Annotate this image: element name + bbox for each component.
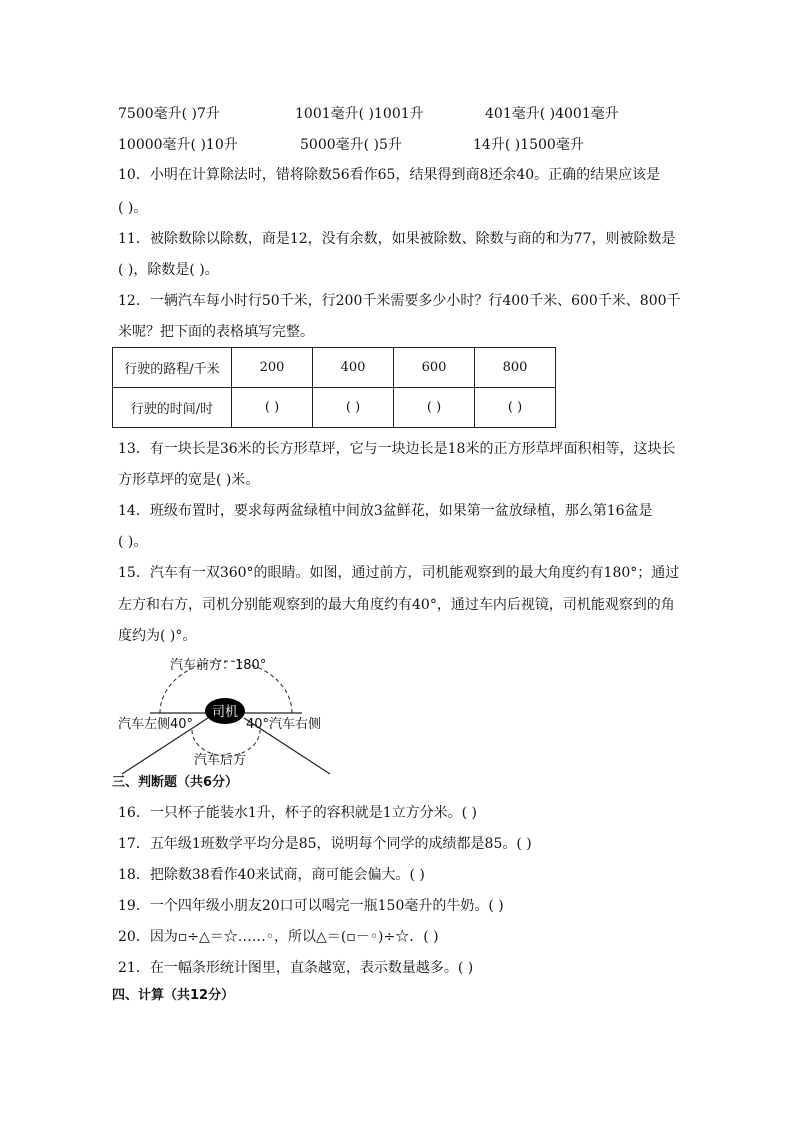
judgment-21: 21．在一幅条形统计图里，直条越宽，表示数量越多。( ) — [118, 960, 474, 976]
question-12-text: 12．一辆汽车每小时行50千米，行200千米需要多少小时？行400千米、600千米、800千 — [118, 293, 681, 309]
question-13-text: 13．有一块长是36米的长方形草坪，它与一块边长是18米的正方形草坪面积相等，这块长 — [118, 441, 676, 457]
front-label: 汽车前方：180° — [170, 658, 267, 673]
answer-blank[interactable]: ( ) — [232, 388, 313, 428]
question-14-answer: ( )。 — [118, 534, 148, 550]
conversion-item: 14升( )1500毫升 — [473, 137, 584, 153]
section-3-heading: 三、判断题（共6分） — [112, 775, 239, 790]
table-header-time: 行驶的时间/时 — [113, 388, 232, 428]
question-15-text: 15．汽车有一双360°的眼睛。如图，通过前方，司机能观察到的最大角度约有180°；通过 — [118, 565, 680, 581]
conversion-item: 5000毫升( )5升 — [300, 137, 402, 153]
section-4-heading: 四、计算（共12分） — [112, 988, 235, 1003]
table-header-distance: 行驶的路程/千米 — [113, 348, 232, 388]
question-13-text-2: 方形草坪的宽是( )米。 — [118, 472, 260, 488]
judgment-18: 18．把除数38看作40来试商，商可能会偏大。( ) — [118, 867, 425, 883]
judgment-20: 20．因为▫÷△＝☆……◦，所以△＝(▫－◦)÷☆．( ) — [118, 929, 439, 945]
judgment-17: 17．五年级1班数学平均分是85，说明每个同学的成绩都是85。( ) — [118, 836, 532, 852]
question-14-text: 14．班级布置时，要求每两盆绿植中间放3盆鲜花，如果第一盆放绿植，那么第16盆是 — [118, 503, 653, 519]
conversion-item: 1001毫升( )1001升 — [295, 106, 424, 122]
question-11-answer: ( )，除数是( )。 — [118, 262, 219, 278]
table-cell: 400 — [313, 348, 394, 388]
table-row — [113, 388, 556, 428]
judgment-16: 16．一只杯子能装水1升，杯子的容积就是1立方分米。( ) — [118, 805, 478, 821]
view-angle-diagram — [112, 650, 352, 775]
distance-time-table — [112, 347, 556, 428]
question-15-text-2: 左方和右方，司机分别能观察到的最大角度约有40°，通过车内后视镜，司机能观察到的角 — [118, 597, 675, 613]
judgment-19: 19．一个四年级小朋友20口可以喝完一瓶150毫升的牛奶。( ) — [118, 898, 504, 914]
answer-blank[interactable]: ( ) — [475, 388, 556, 428]
back-label: 汽车后方 — [194, 753, 247, 768]
conversion-item: 7500毫升( )7升 — [118, 106, 220, 122]
driver-label: 司机 — [211, 705, 239, 720]
question-12-text-2: 米呢？把下面的表格填写完整。 — [118, 324, 314, 340]
question-15-text-3: 度约为( )°。 — [118, 628, 197, 644]
left-label: 汽车左侧40° — [118, 717, 194, 732]
table-row — [113, 348, 556, 388]
question-11-text: 11．被除数除以除数，商是12，没有余数，如果被除数、除数与商的和为77，则被除数是 — [118, 231, 676, 247]
table-cell: 200 — [232, 348, 313, 388]
question-10-text: 10．小明在计算除法时，错将除数56看作65，结果得到商8还余40。正确的结果应该是 — [118, 167, 661, 183]
table-cell: 600 — [394, 348, 475, 388]
right-label: 40°汽车右侧 — [246, 717, 322, 732]
table-cell: 800 — [475, 348, 556, 388]
conversion-item: 10000毫升( )10升 — [118, 137, 238, 153]
answer-blank[interactable]: ( ) — [394, 388, 475, 428]
answer-blank[interactable]: ( ) — [313, 388, 394, 428]
conversion-item: 401毫升( )4001毫升 — [485, 106, 619, 122]
question-10-answer: ( )。 — [118, 200, 148, 216]
